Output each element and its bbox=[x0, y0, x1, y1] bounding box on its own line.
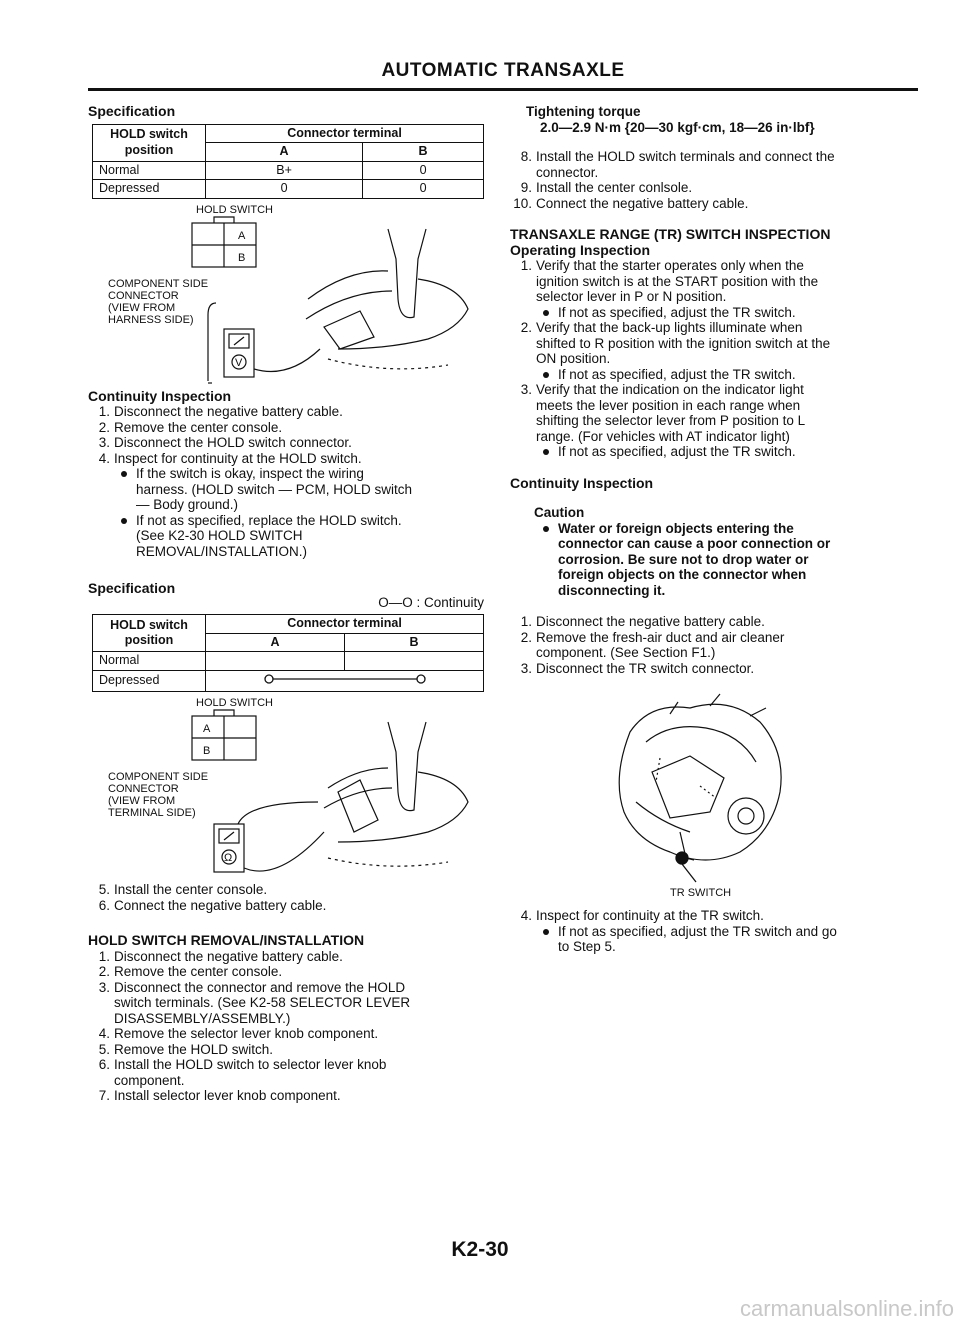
spec2-col-b: B bbox=[344, 633, 483, 652]
spec2-row-label: Depressed bbox=[93, 670, 206, 692]
list-item: 4. Inspect for continuity at the TR switch. bbox=[510, 908, 915, 924]
step-text: Remove the center console. bbox=[114, 964, 283, 979]
step-text: ignition switch is at the START position with the bbox=[536, 273, 819, 289]
spec1-col-b: B bbox=[363, 143, 484, 162]
step-text: component. (See Section F1.) bbox=[536, 645, 716, 660]
caution-line: corrosion. Be sure not to drop water or bbox=[558, 551, 809, 567]
step-text: meets the lever position in each range when bbox=[536, 397, 801, 413]
operating-steps bbox=[510, 382, 915, 444]
step-text: Remove the HOLD switch. bbox=[114, 1041, 274, 1057]
torque-label: Tightening torque bbox=[526, 104, 641, 119]
spec2-col-a: A bbox=[206, 633, 345, 652]
selector-lever-icon bbox=[324, 722, 468, 866]
operating-bullet bbox=[510, 367, 915, 383]
fig2-line: (VIEW FROM bbox=[108, 795, 176, 807]
step-text: Remove the selector lever knob component. bbox=[114, 1026, 379, 1041]
list-item bbox=[88, 466, 488, 513]
list-item: 2. Verify that the back-up lights illuminate when shifted to R position with the ignition switch at the ON position. bbox=[510, 320, 915, 367]
steps-5-6 bbox=[88, 882, 488, 913]
bullet-line: — Body ground.) bbox=[136, 497, 239, 512]
step-text: Install the center console. bbox=[114, 882, 268, 897]
bullet-line: harness. (HOLD switch — PCM, HOLD switch bbox=[136, 481, 413, 497]
caution-line: Water or foreign objects entering the bbox=[558, 520, 794, 536]
list-item: 4. Remove the selector lever knob component. bbox=[88, 1026, 488, 1042]
caution-line: disconnecting it. bbox=[558, 582, 666, 598]
step-text: range. (For vehicles with AT indicator light) bbox=[536, 428, 790, 444]
connector-icon bbox=[192, 710, 256, 760]
watermark: carmanualsonline.info bbox=[739, 1296, 954, 1321]
list-item: 9. Install the center conlsole. bbox=[510, 180, 915, 196]
step-text: shifted to R position with the ignition switch at the bbox=[536, 335, 831, 351]
list-item bbox=[510, 924, 915, 955]
spec2-pos-head bbox=[93, 615, 206, 652]
list-item: 6. Connect the negative battery cable. bbox=[98, 897, 327, 913]
tr-switch-label: TR SWITCH bbox=[670, 887, 732, 899]
table-row bbox=[93, 670, 484, 692]
list-item bbox=[510, 521, 915, 599]
removal-steps bbox=[88, 949, 488, 1104]
list-item: 1. Disconnect the negative battery cable. bbox=[98, 404, 343, 419]
spec1-pos-head bbox=[93, 124, 206, 161]
left-column bbox=[88, 104, 488, 1104]
tr-steps-1-3 bbox=[510, 614, 915, 676]
list-item: 3. Disconnect the HOLD switch connector. bbox=[98, 435, 352, 450]
fig2-line: TERMINAL SIDE) bbox=[108, 807, 196, 819]
operating-steps bbox=[510, 320, 915, 367]
step-text: Install selector lever knob component. bbox=[114, 1088, 341, 1103]
step-text: switch terminals. (See K2-58 SELECTOR LEVER bbox=[114, 995, 411, 1010]
spec2-position-label: position bbox=[124, 633, 174, 647]
right-column bbox=[510, 104, 915, 955]
step-text: Remove the fresh-air duct and air cleaner bbox=[536, 629, 785, 645]
step-text: selector lever in P or N position. bbox=[536, 289, 727, 304]
caution-box bbox=[510, 505, 915, 598]
continuity-bullets bbox=[88, 466, 488, 559]
list-item: 2. Remove the center console. bbox=[98, 419, 283, 435]
spec1-connector-head: Connector terminal bbox=[206, 124, 484, 143]
spec2-hold-label: HOLD switch bbox=[110, 617, 188, 632]
tr-step-4 bbox=[510, 908, 915, 924]
connector-icon bbox=[192, 217, 256, 267]
caution-line: connector can cause a poor connection or bbox=[558, 536, 831, 551]
voltmeter-icon bbox=[208, 303, 320, 383]
page-number: K2-30 bbox=[451, 1238, 509, 1261]
tr-switch-title: TRANSAXLE RANGE (TR) SWITCH INSPECTION bbox=[510, 226, 831, 242]
spec1-col-a: A bbox=[206, 143, 363, 162]
fig1-line: COMPONENT SIDE bbox=[108, 277, 209, 290]
operating-steps bbox=[510, 258, 915, 305]
spec1-cell-b: 0 bbox=[363, 161, 484, 180]
step-text: Connect the negative battery cable. bbox=[114, 897, 327, 913]
continuity-icon bbox=[209, 671, 481, 687]
step-text: Verify that the starter operates only when the bbox=[536, 258, 804, 273]
step-text: Inspect for continuity at the TR switch. bbox=[536, 908, 764, 923]
spec2-connector-head: Connector terminal bbox=[206, 615, 484, 634]
fig2-term-b: B bbox=[203, 745, 211, 757]
fig2-hold-switch-label: HOLD SWITCH bbox=[196, 697, 273, 709]
step-text: Install the HOLD switch terminals and connect the bbox=[536, 149, 835, 164]
list-item: 7. Install selector lever knob component. bbox=[88, 1088, 488, 1104]
spec1-row-label: Normal bbox=[93, 161, 206, 180]
bullet-line: If the switch is okay, inspect the wiring bbox=[136, 466, 364, 481]
bullet-text: If not as specified, adjust the TR switch. bbox=[558, 304, 796, 320]
fig1-hold-switch-label: HOLD SWITCH bbox=[196, 203, 273, 216]
table-row bbox=[93, 652, 484, 671]
step-text: Disconnect the negative battery cable. bbox=[114, 404, 343, 419]
list-item: 2. Remove the fresh-air duct and air cleaner component. (See Section F1.) bbox=[510, 630, 915, 661]
list-item: 3. Disconnect the connector and remove the HOLD switch terminals. (See K2-58 SELECTOR LEVER DISASSEMBLY/ASSEMBLY.) bbox=[88, 980, 488, 1027]
step-text: component. bbox=[114, 1072, 185, 1088]
list-item: 5. Install the center console. bbox=[98, 882, 268, 897]
fig1-line: HARNESS SIDE) bbox=[108, 313, 194, 326]
list-item: 2. Remove the center console. bbox=[88, 964, 488, 980]
list-item bbox=[88, 513, 488, 560]
bullet-line: If not as specified, adjust the TR switch and go bbox=[558, 923, 837, 939]
operating-title: Operating Inspection bbox=[510, 241, 651, 258]
page-title: AUTOMATIC TRANSAXLE bbox=[381, 60, 625, 81]
list-item: 1. Disconnect the negative battery cable. bbox=[88, 949, 488, 965]
fig1-term-b: B bbox=[238, 251, 246, 264]
step-text: Verify that the indication on the indicator light bbox=[536, 382, 804, 397]
caution-title: Caution bbox=[534, 505, 585, 520]
spec2-title: Specification bbox=[88, 580, 176, 596]
spec1-row-label: Depressed bbox=[93, 180, 206, 199]
steps-8-10 bbox=[510, 149, 915, 211]
step-text: Disconnect the TR switch connector. bbox=[536, 660, 755, 676]
continuity-mark bbox=[206, 670, 484, 692]
list-item: 10. Connect the negative battery cable. bbox=[510, 196, 915, 212]
list-item: 3. Disconnect the TR switch connector. bbox=[510, 661, 915, 677]
list-item: 5. Remove the HOLD switch. bbox=[88, 1042, 488, 1058]
step-text: Inspect for continuity at the HOLD switch. bbox=[114, 450, 362, 466]
list-item: 3. Verify that the indication on the indicator light meets the lever position in each range when shifting the selector lever from P position to L range. (For vehicles with AT indicator light) bbox=[510, 382, 915, 444]
spec1-cell-a: B+ bbox=[206, 161, 363, 180]
tr-continuity-title: Continuity Inspection bbox=[510, 474, 654, 491]
step-text: Disconnect the negative battery cable. bbox=[536, 614, 765, 629]
bullet-text: If not as specified, adjust the TR switch. bbox=[558, 366, 796, 382]
spec1-cell-b: 0 bbox=[363, 180, 484, 199]
spec1-table bbox=[92, 124, 484, 199]
step-text: Connect the negative battery cable. bbox=[536, 195, 749, 211]
step-text: ON position. bbox=[536, 351, 611, 366]
step-text: DISASSEMBLY/ASSEMBLY.) bbox=[114, 1010, 291, 1026]
selector-lever-icon bbox=[306, 229, 468, 369]
tr-switch-icon bbox=[676, 852, 696, 882]
continuity-legend: O—O : Continuity bbox=[378, 594, 484, 610]
step-text: shifting the selector lever from P position to L bbox=[536, 413, 806, 428]
caution-bullets bbox=[510, 521, 915, 599]
fig1-line: CONNECTOR bbox=[108, 289, 179, 302]
tr-step-4-bullet bbox=[510, 924, 915, 955]
step-text: Install the center conlsole. bbox=[536, 180, 693, 195]
spec1-cell-a: 0 bbox=[206, 180, 363, 199]
list-item: 1. Disconnect the negative battery cable. bbox=[510, 614, 915, 630]
operating-bullet bbox=[510, 444, 915, 460]
spec1-position-label: position bbox=[124, 142, 174, 157]
step-text: connector. bbox=[536, 164, 599, 180]
list-item bbox=[510, 305, 915, 321]
spec1-title: Specification bbox=[88, 103, 176, 119]
fig2-line: COMPONENT SIDE bbox=[108, 771, 209, 783]
list-item: 4. Inspect for continuity at the HOLD switch. bbox=[98, 450, 362, 466]
list-item bbox=[510, 367, 915, 383]
step-text: Disconnect the connector and remove the HOLD bbox=[114, 979, 406, 995]
step-text: Install the HOLD switch to selector lever knob bbox=[114, 1057, 387, 1072]
spec1-hold-label: HOLD switch bbox=[110, 127, 188, 141]
bullet-line: to Step 5. bbox=[558, 939, 616, 954]
spec2-cell-a bbox=[206, 652, 345, 671]
fig1-line: (VIEW FROM bbox=[108, 301, 176, 314]
hold-switch-figure-terminal bbox=[88, 692, 488, 892]
fig2-meter-label: Ω bbox=[224, 852, 233, 864]
fig2-term-a: A bbox=[203, 723, 211, 735]
fig2-line: CONNECTOR bbox=[108, 783, 179, 795]
list-item bbox=[510, 444, 915, 460]
bullet-line: (See K2-30 HOLD SWITCH bbox=[136, 528, 303, 543]
list-item: 6. Install the HOLD switch to selector lever knob component. bbox=[88, 1057, 488, 1088]
list-item: 1. Verify that the starter operates only when the ignition switch is at the START position with the selector lever in P or N position. bbox=[510, 258, 915, 305]
transaxle-icon bbox=[619, 694, 781, 860]
list-item: 8. Install the HOLD switch terminals and connect the connector. bbox=[510, 149, 915, 180]
step-text: Verify that the back-up lights illuminate when bbox=[536, 320, 803, 335]
operating-bullet bbox=[510, 305, 915, 321]
fig1-meter-label: V bbox=[235, 356, 243, 369]
bullet-text: If not as specified, adjust the TR switch. bbox=[558, 444, 796, 459]
step-text: Disconnect the negative battery cable. bbox=[114, 948, 343, 964]
torque-value: 2.0—2.9 N·m {20—30 kgf·cm, 18—26 in·lbf} bbox=[540, 119, 815, 135]
step-text: Disconnect the HOLD switch connector. bbox=[114, 435, 352, 450]
bullet-line: If not as specified, replace the HOLD switch. bbox=[136, 512, 402, 528]
fig1-term-a: A bbox=[238, 229, 246, 242]
spec2-table bbox=[92, 614, 484, 692]
bullet-line: REMOVAL/INSTALLATION.) bbox=[136, 543, 308, 559]
table-row bbox=[93, 180, 484, 199]
tr-switch-figure bbox=[510, 682, 915, 902]
header-rule bbox=[88, 88, 918, 91]
continuity-steps bbox=[88, 404, 488, 466]
spec2-cell-b bbox=[344, 652, 483, 671]
step-text: Remove the center console. bbox=[114, 419, 283, 435]
removal-title: HOLD SWITCH REMOVAL/INSTALLATION bbox=[88, 932, 365, 948]
caution-line: foreign objects on the connector when bbox=[558, 567, 807, 582]
hold-switch-figure-harness bbox=[88, 199, 488, 399]
continuity-title: Continuity Inspection bbox=[88, 387, 232, 404]
table-row bbox=[93, 161, 484, 180]
spec2-row-label: Normal bbox=[93, 652, 206, 671]
